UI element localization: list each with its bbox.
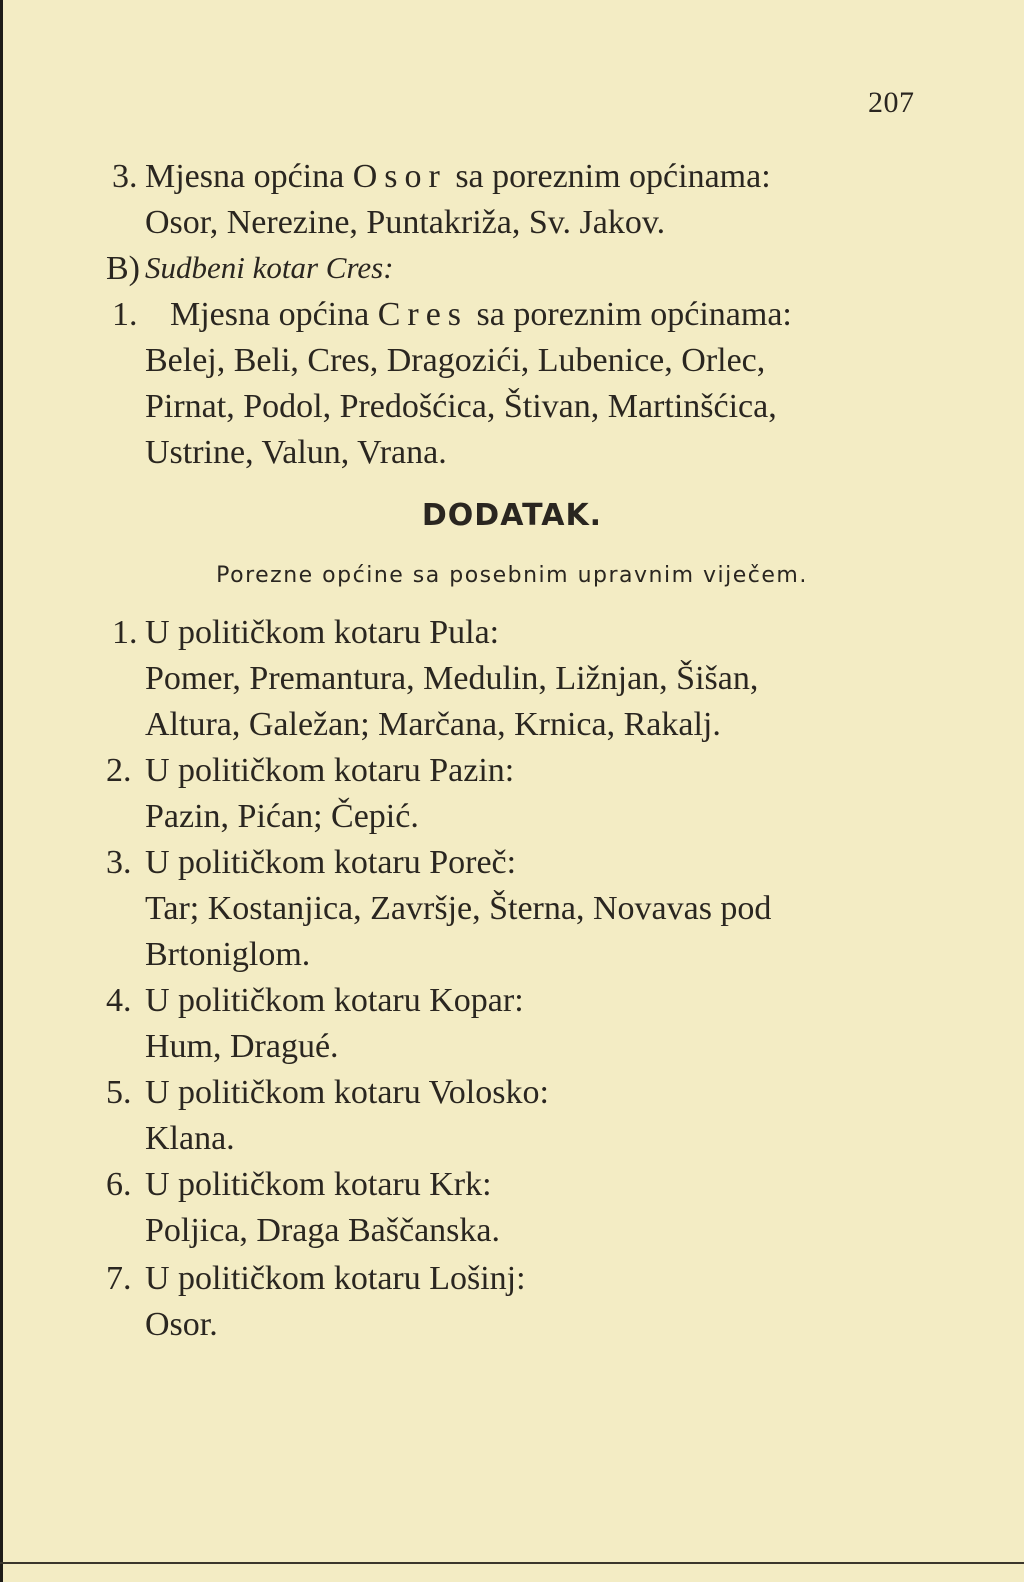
item-number: 1. <box>112 614 138 651</box>
item-number: 6. <box>106 1166 132 1203</box>
item-number: 3. <box>112 158 138 195</box>
item-line: Osor. <box>145 1306 218 1343</box>
item-line: U političkom kotaru Pazin: <box>145 752 515 789</box>
section-label: B) <box>106 250 140 287</box>
item-line: U političkom kotaru Krk: <box>145 1166 492 1203</box>
item-line: Hum, Dragué. <box>145 1028 339 1065</box>
item-line: Brtoniglom. <box>145 936 311 973</box>
item-number: 2. <box>106 752 132 789</box>
item-line: Klana. <box>145 1120 235 1157</box>
page-edge <box>0 0 3 1582</box>
item-line: Pomer, Premantura, Medulin, Ližnjan, Šišan, <box>145 660 759 697</box>
page-number: 207 <box>868 86 915 119</box>
item-number: 1. <box>112 296 138 333</box>
appendix-heading: DODATAK. <box>421 498 603 533</box>
item-line: Altura, Galežan; Marčana, Krnica, Rakalj. <box>145 706 721 743</box>
section-title: Sudbeni kotar Cres: <box>145 250 394 285</box>
item-line: Pazin, Pićan; Čepić. <box>145 798 419 835</box>
item-line: Poljica, Draga Baščanska. <box>145 1212 500 1249</box>
item-line: Ustrine, Valun, Vrana. <box>145 434 447 471</box>
item-number: 4. <box>106 982 132 1019</box>
item-line: U političkom kotaru Poreč: <box>145 844 517 881</box>
item-line: U političkom kotaru Volosko: <box>145 1074 549 1111</box>
item-line: Tar; Kostanjica, Završje, Šterna, Novavas pod <box>145 890 772 927</box>
item-line: U političkom kotaru Lošinj: <box>145 1260 526 1297</box>
item-number: 5. <box>106 1074 132 1111</box>
item-line: Pirnat, Podol, Predošćica, Štivan, Martinšćica, <box>145 388 777 425</box>
item-line: Belej, Beli, Cres, Dragozići, Lubenice, Orlec, <box>145 342 766 379</box>
item-number: 3. <box>106 844 132 881</box>
item-line: U političkom kotaru Kopar: <box>145 982 524 1019</box>
appendix-subheading: Porezne općine sa posebnim upravnim viječem. <box>216 563 808 588</box>
item-line: Mjesna općina Osor sa poreznim općinama: <box>145 158 771 195</box>
item-line: U političkom kotaru Pula: <box>145 614 500 651</box>
item-line: Mjesna općina Cres sa poreznim općinama: <box>170 296 792 333</box>
bottom-rule <box>0 1562 1024 1564</box>
item-line: Osor, Nerezine, Puntakriža, Sv. Jakov. <box>145 204 666 241</box>
item-number: 7. <box>106 1260 132 1297</box>
